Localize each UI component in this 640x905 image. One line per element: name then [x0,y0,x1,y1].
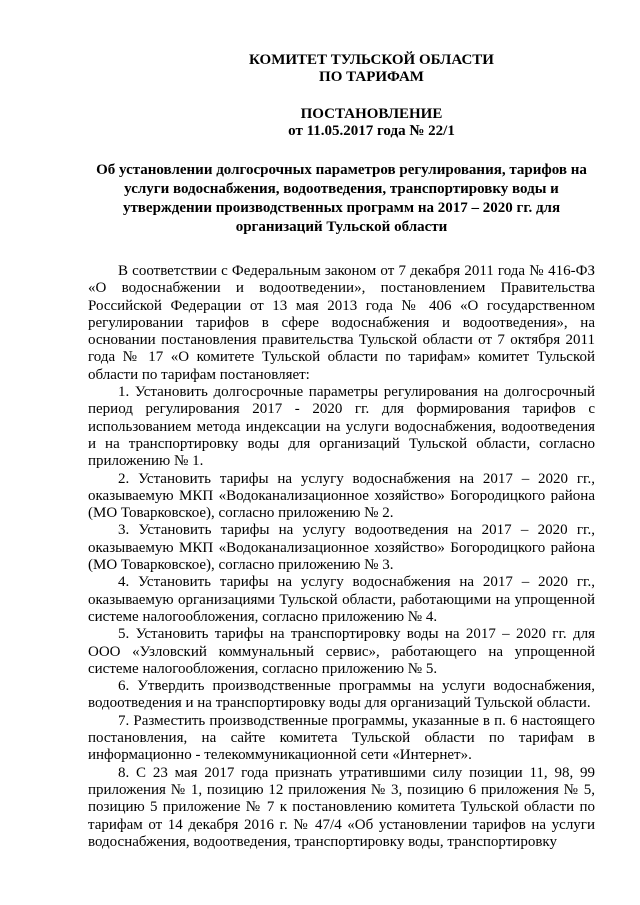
clause-5: 5. Установить тарифы на транспортировку воды на 2017 – 2020 гг. для ООО «Узловский коммунальный сервис», работающего на упрощенной системе налогообложения, согласно приложению № 5. [88,626,595,677]
clause-8: 8. С 23 мая 2017 года признать утратившими силу позиции 11, 98, 99 приложения № 1, позицию 12 приложения № 3, позицию 6 приложения № 5, позицию 5 приложение № 7 к постановлению комитета Тульской области по тарифам от 14 декабря 2016 г. № 47/4 «Об установлении тарифов на услуги водоснабжения, водоотведения, транспортировку воды, транспортировку [88,764,595,850]
clause-1: 1. Установить долгосрочные параметры регулирования на долгосрочный период регулирования 2017 - 2020 гг. для формирования тарифов с использованием метода индексации на услуги водоснабжения, водоотведения и на транспортировку воды для организаций Тульской области, согласно приложению № 1. [88,384,595,470]
organization-name-line1: КОМИТЕТ ТУЛЬСКОЙ ОБЛАСТИ [249,52,494,68]
decree-type-heading: ПОСТАНОВЛЕНИЕ [300,106,443,122]
decree-date-number: от 11.05.2017 года № 22/1 [288,123,455,139]
preamble-paragraph: В соответствии с Федеральным законом от 7 декабря 2011 года № 416-ФЗ «О водоснабжении и водоотведении», постановлением Правительства Российской Федерации от 13 мая 2013 года № 406 «О государственном регулировании тарифов в сфере водоснабжения и водоотведения», на основании постановления правительства Тульской области от 7 октября 2011 года № 17 «О комитете Тульской области по тарифам» комитет Тульской области по тарифам постановляет: [88,263,595,383]
organization-name-line2: ПО ТАРИФАМ [319,69,424,85]
clause-4: 4. Установить тарифы на услугу водоснабжения на 2017 – 2020 гг., оказываемую организациями Тульской области, работающими на упрощенной системе налогообложения, согласно приложению № 4. [88,574,595,625]
document-body [88,263,595,851]
clause-6: 6. Утвердить производственные программы на услуги водоснабжения, водоотведения и на транспортировку воды для организаций Тульской области. [88,678,595,712]
clause-7: 7. Разместить производственные программы, указанные в п. 6 настоящего постановления, на сайте комитета Тульской области по тарифам в информационно - телекоммуникационной сети «Интернет». [88,712,595,764]
decree-title: Об установлении долгосрочных параметров регулирования, тарифов на услуги водоснабжения, водоотведения, транспортировку воды и утверждении производственных программ на 2017 – 2020 гг. для организаций Тульской области [96,162,587,235]
clause-3: 3. Установить тарифы на услугу водоотведения на 2017 – 2020 гг., оказываемую МКП «Водоканализационное хозяйство» Богородицкого района (МО Товарковское), согласно приложению № 3. [88,522,595,574]
clause-2: 2. Установить тарифы на услугу водоснабжения на 2017 – 2020 гг., оказываемую МКП «Водоканализационное хозяйство» Богородицкого района (МО Товарковское), согласно приложению № 2. [88,470,595,522]
document-page [88,52,595,851]
